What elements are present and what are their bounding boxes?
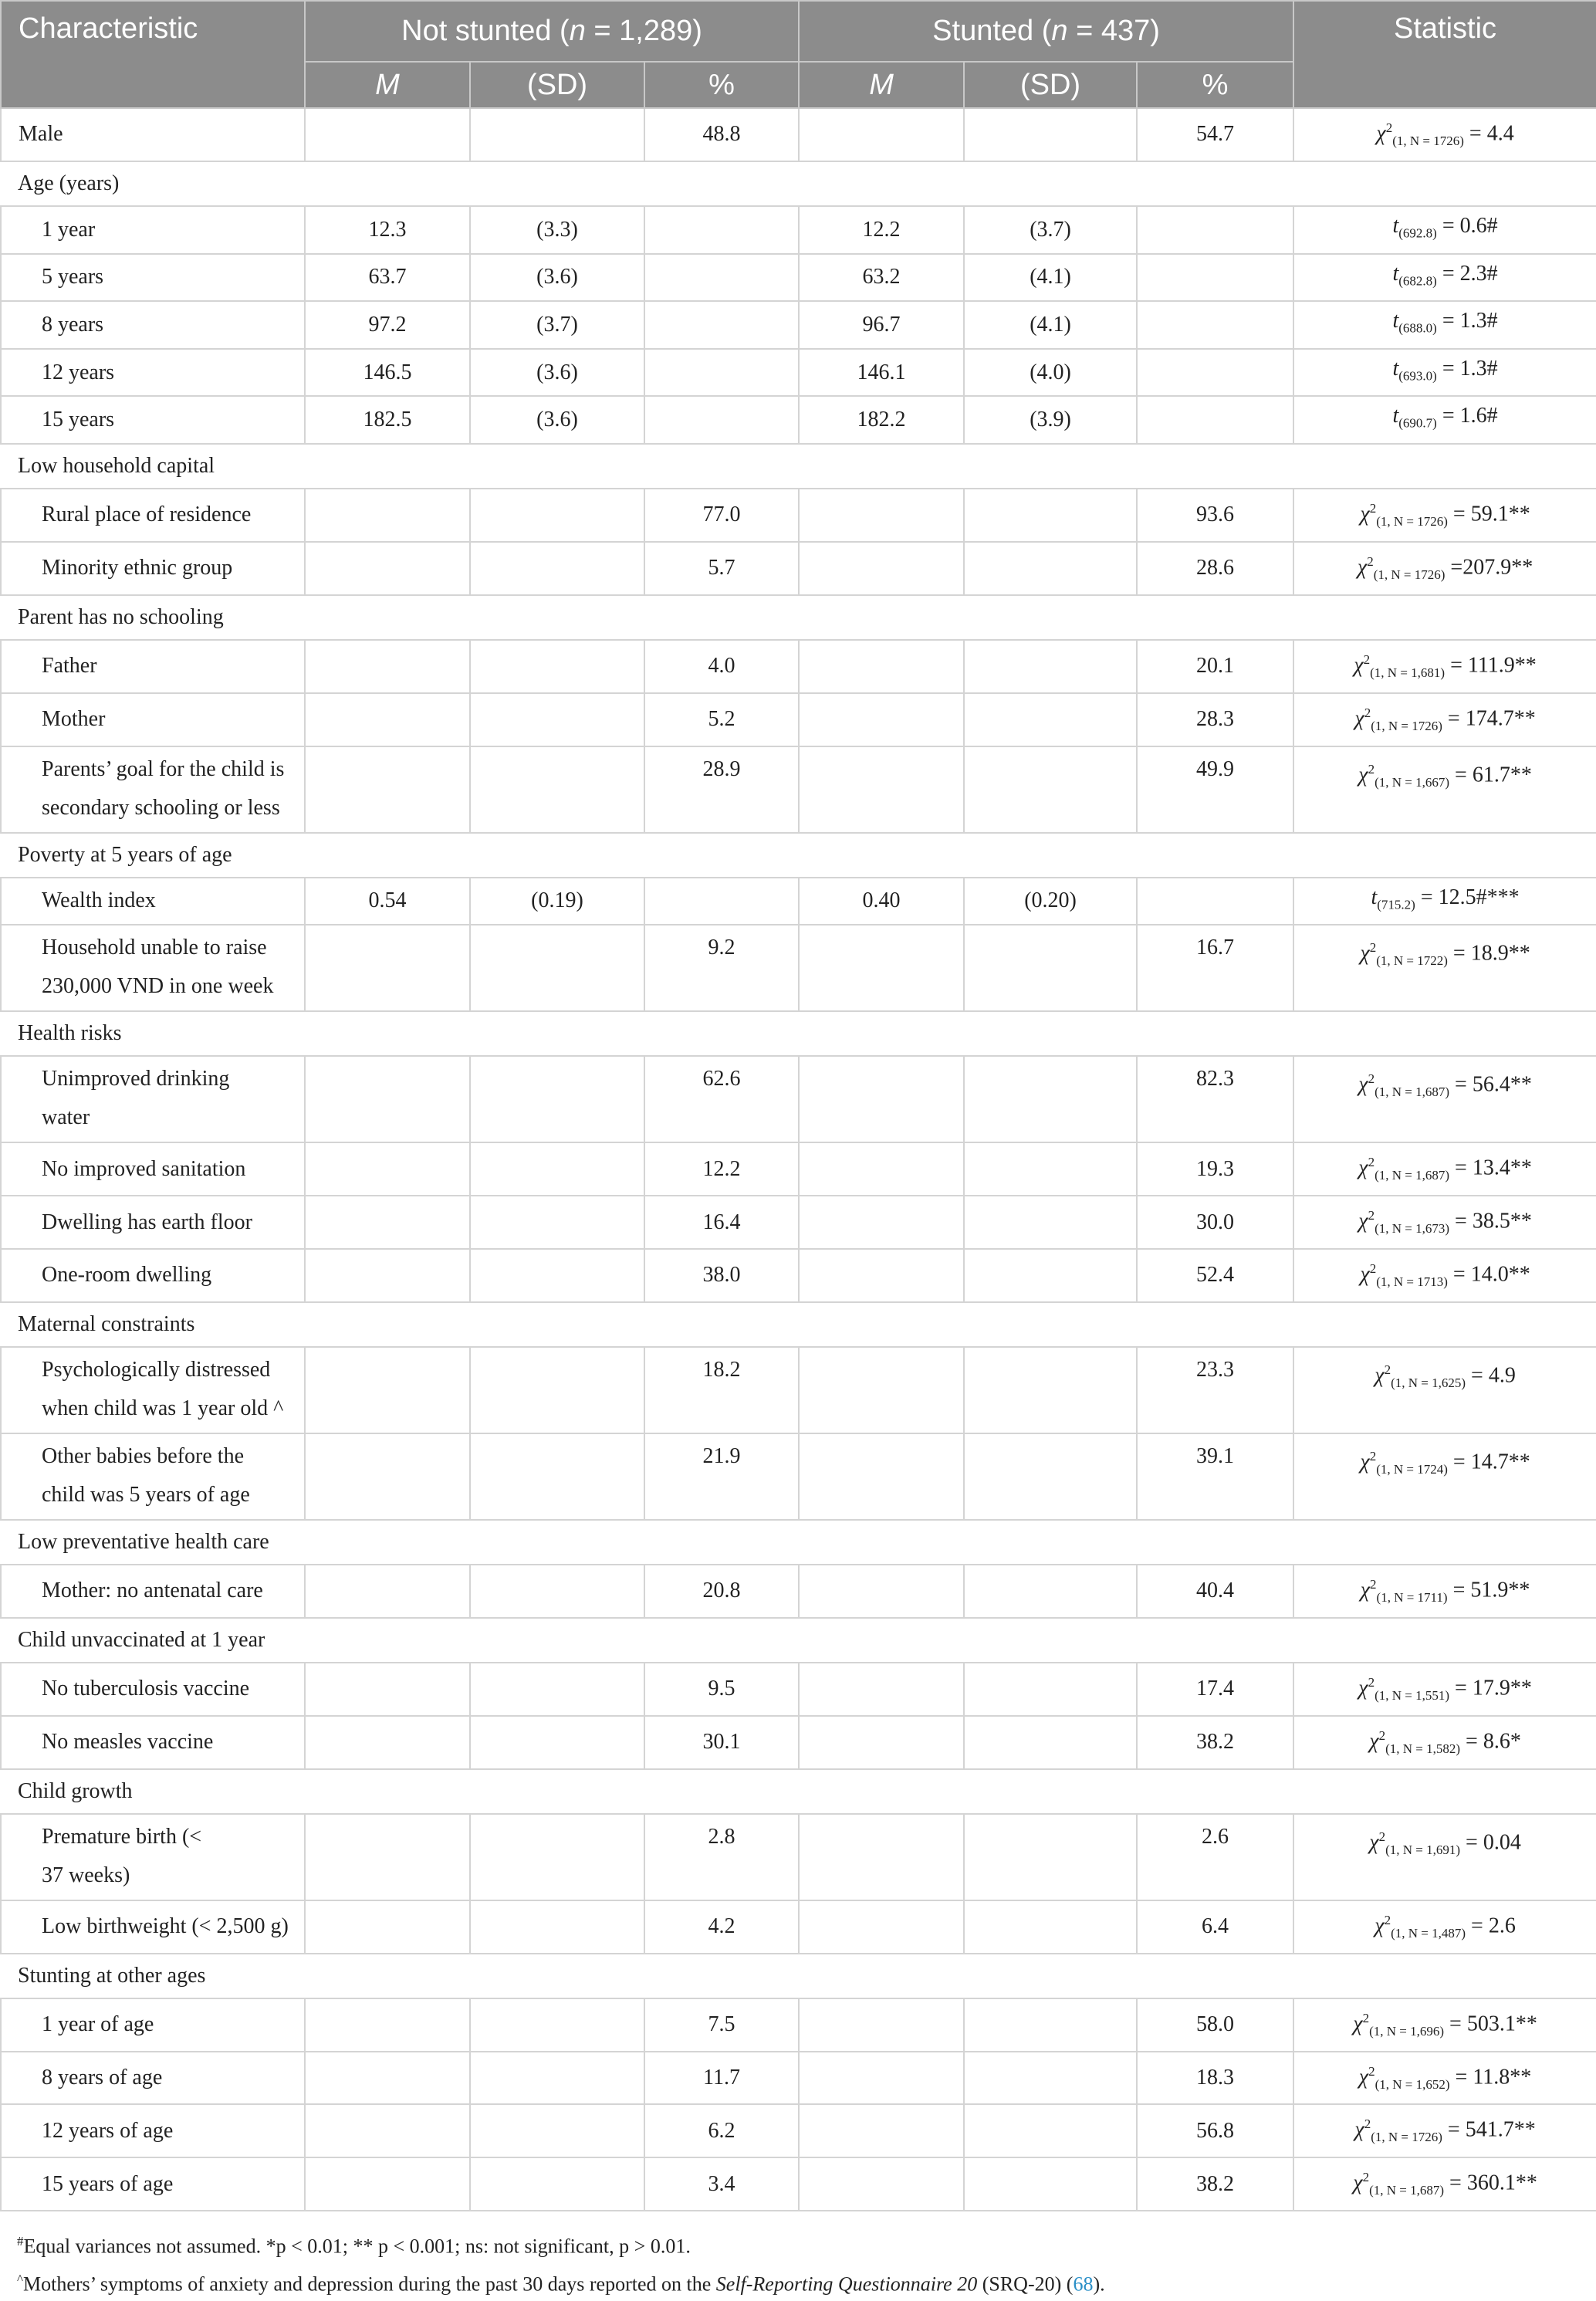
- cell-ns-sd: [470, 2052, 644, 2105]
- cell-ns-pct: [644, 206, 799, 254]
- cell-s-sd: (0.20): [964, 878, 1137, 925]
- cell-ns-sd: [470, 1814, 644, 1900]
- table-row: [1, 640, 1596, 693]
- table-body: [1, 108, 1596, 2211]
- cell-ns-pct: 62.6: [644, 1056, 799, 1142]
- table-row: [1, 254, 1596, 302]
- cell-statistic: $\chi^2_{(1, N = 1,625)} = 4.9$: [1293, 1347, 1596, 1433]
- table-row: [1, 693, 1596, 746]
- section-label: Stunting at other ages: [1, 1954, 1596, 1998]
- cell-s-sd: [964, 1196, 1137, 1249]
- cell-ns-sd: [470, 1347, 644, 1433]
- cell-s-pct: 17.4: [1137, 1663, 1293, 1716]
- cell-s-sd: [964, 746, 1137, 833]
- cell-ns-m: [305, 693, 470, 746]
- cell-ns-sd: [470, 542, 644, 595]
- section-label: Child unvaccinated at 1 year: [1, 1618, 1596, 1663]
- cell-s-m: [799, 693, 964, 746]
- cell-ns-m: [305, 1998, 470, 2052]
- section-label: Low preventative health care: [1, 1520, 1596, 1565]
- cell-s-m: 63.2: [799, 254, 964, 302]
- cell-s-m: [799, 2157, 964, 2211]
- cell-s-m: [799, 1196, 964, 1249]
- cell-ns-sd: (3.3): [470, 206, 644, 254]
- cell-ns-m: [305, 746, 470, 833]
- cell-s-m: [799, 746, 964, 833]
- cell-s-sd: [964, 640, 1137, 693]
- cell-statistic: $\chi^2_{(1, N = 1,687)} = 13.4**$: [1293, 1142, 1596, 1196]
- section-label: Age (years): [1, 161, 1596, 206]
- cell-s-m: [799, 1056, 964, 1142]
- cell-s-sd: [964, 489, 1137, 542]
- cell-ns-m: [305, 1565, 470, 1618]
- cell-ns-pct: 2.8: [644, 1814, 799, 1900]
- row-label: 15 years of age: [1, 2157, 305, 2211]
- cell-statistic: $\chi^2_{(1, N = 1726)} = 174.7**$: [1293, 693, 1596, 746]
- table-row: [1, 1433, 1596, 1520]
- cell-s-m: [799, 640, 964, 693]
- table-row: [1, 925, 1596, 1011]
- cell-ns-sd: (0.19): [470, 878, 644, 925]
- cell-s-sd: [964, 1565, 1137, 1618]
- cell-ns-pct: 20.8: [644, 1565, 799, 1618]
- cell-ns-sd: (3.6): [470, 396, 644, 444]
- cell-s-pct: 40.4: [1137, 1565, 1293, 1618]
- cell-s-sd: [964, 1249, 1137, 1302]
- table-row: [1, 1142, 1596, 1196]
- cell-statistic: $\chi^2_{(1, N = 1,691)} = 0.04$: [1293, 1814, 1596, 1900]
- row-label: Father: [1, 640, 305, 693]
- cell-ns-m: [305, 1056, 470, 1142]
- cell-s-sd: [964, 1142, 1137, 1196]
- cell-s-pct: 2.6: [1137, 1814, 1293, 1900]
- row-label: Low birthweight (< 2,500 g): [1, 1900, 305, 1954]
- cell-statistic: $t_{(715.2)}$ = 12.5#***: [1293, 878, 1596, 925]
- cell-ns-sd: [470, 489, 644, 542]
- cell-s-pct: 20.1: [1137, 640, 1293, 693]
- subheader-s-mean: M: [799, 62, 964, 108]
- cell-s-pct: [1137, 878, 1293, 925]
- cell-s-pct: 18.3: [1137, 2052, 1293, 2105]
- section-label: Maternal constraints: [1, 1302, 1596, 1347]
- cell-s-pct: 38.2: [1137, 2157, 1293, 2211]
- cell-s-m: [799, 1900, 964, 1954]
- section-label: Low household capital: [1, 444, 1596, 489]
- cell-statistic: $\chi^2_{(1, N = 1,551)} = 17.9**$: [1293, 1663, 1596, 1716]
- cell-s-m: [799, 1814, 964, 1900]
- subheader-s-sd: (SD): [964, 62, 1137, 108]
- row-label: One-room dwelling: [1, 1249, 305, 1302]
- cell-ns-sd: [470, 2157, 644, 2211]
- cell-ns-m: [305, 108, 470, 161]
- row-label: Psychologically distressed when child was 1 year old ^: [1, 1347, 305, 1433]
- cell-ns-sd: [470, 1565, 644, 1618]
- cell-statistic: $t_{(690.7)}$ = 1.6#: [1293, 396, 1596, 444]
- cell-s-sd: (4.1): [964, 301, 1137, 349]
- cell-ns-pct: 4.2: [644, 1900, 799, 1954]
- table-header: [1, 1, 1596, 108]
- cell-s-sd: [964, 108, 1137, 161]
- row-label: Household unable to raise 230,000 VND in one week: [1, 925, 305, 1011]
- cell-ns-m: [305, 1716, 470, 1769]
- cell-ns-m: 63.7: [305, 254, 470, 302]
- section-row: [1, 444, 1596, 489]
- cell-statistic: $t_{(692.8)}$ = 0.6#: [1293, 206, 1596, 254]
- cell-ns-sd: [470, 1249, 644, 1302]
- cell-s-pct: 39.1: [1137, 1433, 1293, 1520]
- cell-ns-pct: 38.0: [644, 1249, 799, 1302]
- cell-ns-m: [305, 2052, 470, 2105]
- row-label: Wealth index: [1, 878, 305, 925]
- cell-s-pct: 52.4: [1137, 1249, 1293, 1302]
- section-label: Poverty at 5 years of age: [1, 833, 1596, 878]
- cell-ns-sd: [470, 2104, 644, 2157]
- cell-statistic: $\chi^2_{(1, N = 1,673)} = 38.5**$: [1293, 1196, 1596, 1249]
- cell-statistic: $t_{(693.0)}$ = 1.3#: [1293, 349, 1596, 397]
- header-not-stunted: Not stunted (n = 1,289): [305, 1, 799, 62]
- cell-ns-pct: 3.4: [644, 2157, 799, 2211]
- cell-ns-sd: [470, 108, 644, 161]
- cell-ns-sd: [470, 640, 644, 693]
- cell-statistic: $\chi^2_{(1, N = 1,652)} = 11.8**$: [1293, 2052, 1596, 2105]
- cell-s-sd: [964, 1716, 1137, 1769]
- cell-ns-pct: 6.2: [644, 2104, 799, 2157]
- cell-ns-m: [305, 489, 470, 542]
- cell-s-pct: 56.8: [1137, 2104, 1293, 2157]
- cell-s-pct: 28.3: [1137, 693, 1293, 746]
- table-row: [1, 2052, 1596, 2105]
- cell-s-m: [799, 1565, 964, 1618]
- cell-ns-sd: (3.6): [470, 254, 644, 302]
- table-row: [1, 206, 1596, 254]
- section-row: [1, 833, 1596, 878]
- cell-ns-m: [305, 1900, 470, 1954]
- section-row: [1, 161, 1596, 206]
- table-row: [1, 1663, 1596, 1716]
- cell-ns-m: 146.5: [305, 349, 470, 397]
- cell-ns-m: [305, 1433, 470, 1520]
- cell-s-pct: [1137, 396, 1293, 444]
- section-row: [1, 595, 1596, 640]
- cell-ns-m: [305, 2104, 470, 2157]
- table-footnotes: [0, 2211, 1596, 2300]
- cell-s-m: [799, 1433, 964, 1520]
- cell-s-pct: 58.0: [1137, 1998, 1293, 2052]
- cell-s-m: [799, 108, 964, 161]
- cell-ns-m: 0.54: [305, 878, 470, 925]
- cell-ns-pct: 5.2: [644, 693, 799, 746]
- subheader-s-pct: %: [1137, 62, 1293, 108]
- cell-ns-pct: [644, 878, 799, 925]
- cell-s-m: 146.1: [799, 349, 964, 397]
- cell-s-m: [799, 542, 964, 595]
- cell-ns-sd: [470, 1663, 644, 1716]
- cell-statistic: $\chi^2_{(1, N = 1726)} = 4.4$: [1293, 108, 1596, 161]
- cell-ns-pct: 9.5: [644, 1663, 799, 1716]
- row-label: Premature birth (< 37 weeks): [1, 1814, 305, 1900]
- cell-s-sd: [964, 542, 1137, 595]
- cell-s-sd: [964, 1663, 1137, 1716]
- cell-s-sd: [964, 925, 1137, 1011]
- row-label: Dwelling has earth floor: [1, 1196, 305, 1249]
- cell-statistic: $\chi^2_{(1, N = 1726)} =207.9**$: [1293, 542, 1596, 595]
- cell-ns-m: [305, 1249, 470, 1302]
- cell-s-sd: [964, 1347, 1137, 1433]
- cell-ns-sd: [470, 1196, 644, 1249]
- cell-statistic: $\chi^2_{(1, N = 1,681)} = 111.9**$: [1293, 640, 1596, 693]
- row-label: 1 year of age: [1, 1998, 305, 2052]
- cell-ns-m: [305, 640, 470, 693]
- cell-statistic: $\chi^2_{(1, N = 1,487)} = 2.6$: [1293, 1900, 1596, 1954]
- cell-s-m: [799, 1249, 964, 1302]
- cell-s-m: [799, 1716, 964, 1769]
- cell-statistic: $\chi^2_{(1, N = 1726)} = 59.1**$: [1293, 489, 1596, 542]
- cell-ns-pct: [644, 254, 799, 302]
- table-row: [1, 396, 1596, 444]
- header-stunted: Stunted (n = 437): [799, 1, 1293, 62]
- table-row: [1, 1900, 1596, 1954]
- cell-ns-pct: [644, 349, 799, 397]
- footnote-2: ^Mothers’ symptoms of anxiety and depression during the past 30 days reported on the Self-Reporting Questionnaire 20 (SRQ-20) (68).: [17, 2271, 1105, 2296]
- row-label: No improved sanitation: [1, 1142, 305, 1196]
- table-row: [1, 2104, 1596, 2157]
- cell-s-sd: [964, 1814, 1137, 1900]
- row-label: Unimproved drinking water: [1, 1056, 305, 1142]
- row-label: Minority ethnic group: [1, 542, 305, 595]
- subheader-ns-sd: (SD): [470, 62, 644, 108]
- row-label: No measles vaccine: [1, 1716, 305, 1769]
- cell-ns-pct: [644, 301, 799, 349]
- table-row: [1, 1814, 1596, 1900]
- cell-s-pct: [1137, 254, 1293, 302]
- section-row: [1, 1618, 1596, 1663]
- cell-statistic: $\chi^2_{(1, N = 1,687)} = 56.4**$: [1293, 1056, 1596, 1142]
- cell-statistic: $\chi^2_{(1, N = 1724)} = 14.7**$: [1293, 1433, 1596, 1520]
- row-label: 12 years: [1, 349, 305, 397]
- table-row: [1, 301, 1596, 349]
- cell-ns-pct: 30.1: [644, 1716, 799, 1769]
- section-row: [1, 1954, 1596, 1998]
- section-row: [1, 1769, 1596, 1814]
- cell-s-sd: (4.0): [964, 349, 1137, 397]
- table-row: [1, 489, 1596, 542]
- row-label: 1 year: [1, 206, 305, 254]
- cell-ns-m: [305, 2157, 470, 2211]
- cell-ns-sd: (3.6): [470, 349, 644, 397]
- cell-s-pct: 82.3: [1137, 1056, 1293, 1142]
- cell-ns-pct: 12.2: [644, 1142, 799, 1196]
- cell-statistic: $t_{(682.8)}$ = 2.3#: [1293, 254, 1596, 302]
- subheader-ns-mean: M: [305, 62, 470, 108]
- cell-statistic: $\chi^2_{(1, N = 1,696)} = 503.1**$: [1293, 1998, 1596, 2052]
- row-label: 15 years: [1, 396, 305, 444]
- row-label: Mother: [1, 693, 305, 746]
- header-statistic: Statistic: [1293, 1, 1596, 108]
- cell-s-m: [799, 1347, 964, 1433]
- cell-s-m: [799, 925, 964, 1011]
- cell-s-sd: [964, 1433, 1137, 1520]
- row-label: 5 years: [1, 254, 305, 302]
- cell-s-pct: 30.0: [1137, 1196, 1293, 1249]
- cell-s-pct: 38.2: [1137, 1716, 1293, 1769]
- table-row: [1, 542, 1596, 595]
- cell-ns-sd: [470, 1433, 644, 1520]
- table-row: [1, 108, 1596, 161]
- cell-s-sd: (3.9): [964, 396, 1137, 444]
- cell-statistic: $\chi^2_{(1, N = 1722)} = 18.9**$: [1293, 925, 1596, 1011]
- cell-statistic: $\chi^2_{(1, N = 1726)} = 541.7**$: [1293, 2104, 1596, 2157]
- footnote-1: #Equal variances not assumed. *p < 0.01; ** p < 0.001; ns: not significant, p > 0.01.: [17, 2234, 691, 2258]
- cell-ns-pct: 16.4: [644, 1196, 799, 1249]
- cell-s-sd: [964, 2104, 1137, 2157]
- citation-link[interactable]: 68: [1073, 2272, 1094, 2296]
- row-label: 12 years of age: [1, 2104, 305, 2157]
- table-row: [1, 746, 1596, 833]
- cell-s-pct: 54.7: [1137, 108, 1293, 161]
- row-label: Male: [1, 108, 305, 161]
- cell-ns-pct: [644, 396, 799, 444]
- section-row: [1, 1520, 1596, 1565]
- cell-ns-sd: [470, 693, 644, 746]
- cell-ns-sd: [470, 1998, 644, 2052]
- cell-ns-pct: 18.2: [644, 1347, 799, 1433]
- cell-s-pct: [1137, 206, 1293, 254]
- cell-s-sd: [964, 1056, 1137, 1142]
- section-label: Parent has no schooling: [1, 595, 1596, 640]
- cell-ns-m: 12.3: [305, 206, 470, 254]
- cell-s-pct: 19.3: [1137, 1142, 1293, 1196]
- cell-ns-pct: 4.0: [644, 640, 799, 693]
- cell-s-sd: [964, 1998, 1137, 2052]
- row-label: Parents’ goal for the child is secondary schooling or less: [1, 746, 305, 833]
- row-label: Mother: no antenatal care: [1, 1565, 305, 1618]
- table-row: [1, 1347, 1596, 1433]
- subheader-ns-pct: %: [644, 62, 799, 108]
- table-row: [1, 1998, 1596, 2052]
- cell-ns-pct: 5.7: [644, 542, 799, 595]
- cell-statistic: $\chi^2_{(1, N = 1713)} = 14.0**$: [1293, 1249, 1596, 1302]
- cell-s-pct: [1137, 301, 1293, 349]
- cell-s-sd: [964, 693, 1137, 746]
- cell-ns-sd: [470, 1142, 644, 1196]
- cell-ns-pct: 21.9: [644, 1433, 799, 1520]
- row-label: No tuberculosis vaccine: [1, 1663, 305, 1716]
- cell-s-m: 96.7: [799, 301, 964, 349]
- cell-s-sd: (4.1): [964, 254, 1137, 302]
- cell-ns-m: [305, 1142, 470, 1196]
- cell-ns-m: 182.5: [305, 396, 470, 444]
- section-row: [1, 1302, 1596, 1347]
- cell-ns-m: [305, 1663, 470, 1716]
- cell-s-m: [799, 1998, 964, 2052]
- cell-ns-sd: [470, 1900, 644, 1954]
- section-label: Health risks: [1, 1011, 1596, 1056]
- cell-s-pct: 93.6: [1137, 489, 1293, 542]
- table-row: [1, 1249, 1596, 1302]
- cell-s-pct: [1137, 349, 1293, 397]
- table-row: [1, 1196, 1596, 1249]
- cell-statistic: $\chi^2_{(1, N = 1,667)} = 61.7**$: [1293, 746, 1596, 833]
- cell-statistic: $\chi^2_{(1, N = 1711)} = 51.9**$: [1293, 1565, 1596, 1618]
- cell-ns-sd: (3.7): [470, 301, 644, 349]
- cell-s-pct: 16.7: [1137, 925, 1293, 1011]
- table-row: [1, 878, 1596, 925]
- cell-s-m: [799, 489, 964, 542]
- table-row: [1, 1716, 1596, 1769]
- cell-ns-pct: 77.0: [644, 489, 799, 542]
- cell-s-sd: [964, 1900, 1137, 1954]
- cell-s-pct: 23.3: [1137, 1347, 1293, 1433]
- row-label: Rural place of residence: [1, 489, 305, 542]
- cell-s-sd: (3.7): [964, 206, 1137, 254]
- cell-s-m: [799, 2104, 964, 2157]
- cell-s-pct: 28.6: [1137, 542, 1293, 595]
- cell-s-m: [799, 2052, 964, 2105]
- cell-ns-m: 97.2: [305, 301, 470, 349]
- cell-ns-pct: 48.8: [644, 108, 799, 161]
- cell-s-sd: [964, 2052, 1137, 2105]
- cell-statistic: $t_{(688.0)}$ = 1.3#: [1293, 301, 1596, 349]
- table-row: [1, 1565, 1596, 1618]
- cell-s-pct: 6.4: [1137, 1900, 1293, 1954]
- cell-ns-sd: [470, 925, 644, 1011]
- cell-s-pct: 49.9: [1137, 746, 1293, 833]
- cell-s-m: 182.2: [799, 396, 964, 444]
- cell-ns-sd: [470, 746, 644, 833]
- cell-ns-pct: 9.2: [644, 925, 799, 1011]
- row-label: 8 years: [1, 301, 305, 349]
- cell-ns-m: [305, 1814, 470, 1900]
- cell-statistic: $\chi^2_{(1, N = 1,687)} = 360.1**$: [1293, 2157, 1596, 2211]
- table-row: [1, 2157, 1596, 2211]
- cell-ns-sd: [470, 1056, 644, 1142]
- section-label: Child growth: [1, 1769, 1596, 1814]
- cell-ns-pct: 7.5: [644, 1998, 799, 2052]
- cell-ns-m: [305, 542, 470, 595]
- cell-s-m: 12.2: [799, 206, 964, 254]
- section-row: [1, 1011, 1596, 1056]
- header-characteristic: Characteristic: [1, 1, 305, 108]
- cell-statistic: $\chi^2_{(1, N = 1,582)} = 8.6*$: [1293, 1716, 1596, 1769]
- cell-s-m: [799, 1142, 964, 1196]
- cell-s-m: [799, 1663, 964, 1716]
- cell-ns-m: [305, 1196, 470, 1249]
- cell-ns-pct: 28.9: [644, 746, 799, 833]
- cell-ns-sd: [470, 1716, 644, 1769]
- cell-ns-m: [305, 925, 470, 1011]
- cell-s-sd: [964, 2157, 1137, 2211]
- cell-ns-m: [305, 1347, 470, 1433]
- cell-s-m: 0.40: [799, 878, 964, 925]
- table-row: [1, 1056, 1596, 1142]
- cell-ns-pct: 11.7: [644, 2052, 799, 2105]
- row-label: 8 years of age: [1, 2052, 305, 2105]
- row-label: Other babies before the child was 5 years of age: [1, 1433, 305, 1520]
- table-row: [1, 349, 1596, 397]
